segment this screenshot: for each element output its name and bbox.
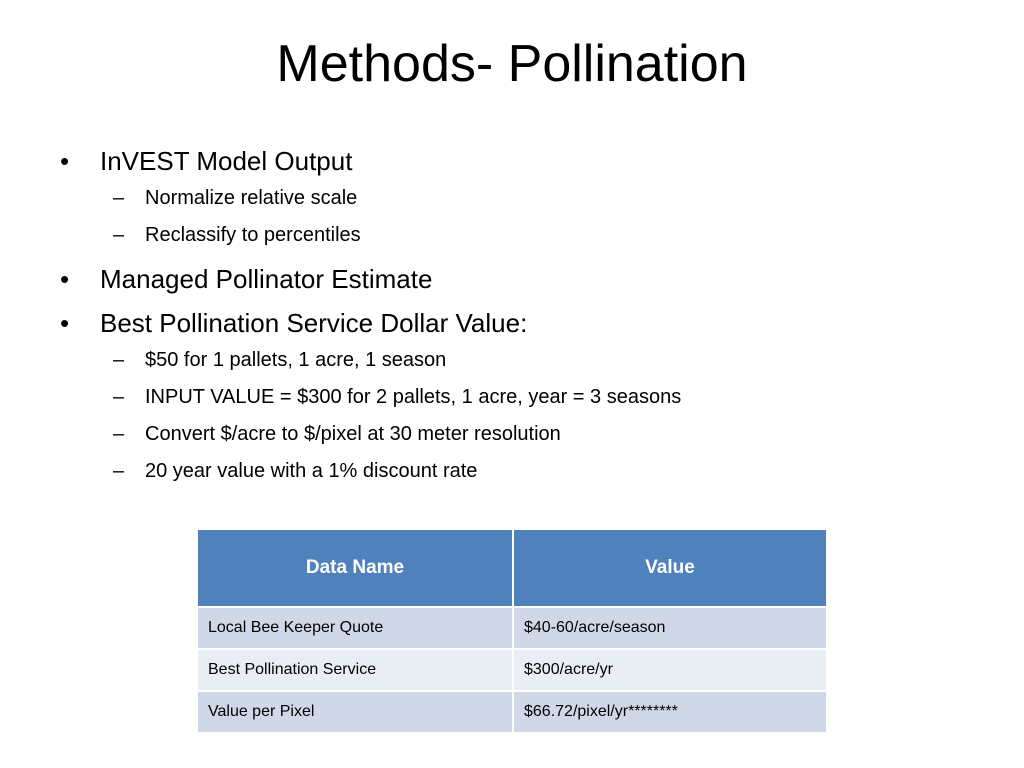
table-cell: $300/acre/yr bbox=[513, 649, 827, 691]
slide-title: Methods- Pollination bbox=[276, 35, 748, 93]
sub-bullet-marker: – bbox=[113, 460, 125, 482]
bullet-marker: • bbox=[60, 146, 70, 176]
table-row bbox=[197, 691, 827, 733]
bullet-item bbox=[60, 142, 960, 254]
sub-bullet-item bbox=[100, 180, 960, 217]
bullet-text: Managed Pollinator Estimate bbox=[100, 264, 433, 294]
sub-bullet-list bbox=[100, 342, 960, 490]
table-row bbox=[197, 607, 827, 649]
table-cell: Value per Pixel bbox=[197, 691, 513, 733]
column-header-value: Value bbox=[513, 529, 827, 607]
table-cell: $40-60/acre/season bbox=[513, 607, 827, 649]
table-cell: $66.72/pixel/yr******** bbox=[513, 691, 827, 733]
data-table bbox=[196, 528, 828, 734]
sub-bullet-text: $50 for 1 pallets, 1 acre, 1 season bbox=[145, 349, 447, 371]
table-header-row bbox=[197, 529, 827, 607]
column-header-data-name: Data Name bbox=[197, 529, 513, 607]
sub-bullet-list bbox=[100, 180, 960, 254]
bullet-marker: • bbox=[60, 308, 70, 338]
sub-bullet-marker: – bbox=[113, 187, 125, 209]
bullet-item bbox=[60, 260, 960, 298]
sub-bullet-marker: – bbox=[113, 386, 125, 408]
sub-bullet-marker: – bbox=[113, 423, 125, 445]
bullet-marker: • bbox=[60, 264, 70, 294]
bullet-text: Best Pollination Service Dollar Value: bbox=[100, 308, 528, 338]
sub-bullet-text: Reclassify to percentiles bbox=[145, 224, 361, 246]
sub-bullet-item bbox=[100, 342, 960, 379]
sub-bullet-text: 20 year value with a 1% discount rate bbox=[145, 460, 478, 482]
table-row bbox=[197, 649, 827, 691]
sub-bullet-text: Convert $/acre to $/pixel at 30 meter resolution bbox=[145, 423, 561, 445]
bullet-list bbox=[60, 142, 960, 490]
bullet-text: InVEST Model Output bbox=[100, 146, 353, 176]
sub-bullet-text: INPUT VALUE = $300 for 2 pallets, 1 acre, year = 3 seasons bbox=[145, 386, 682, 408]
table-cell: Local Bee Keeper Quote bbox=[197, 607, 513, 649]
sub-bullet-marker: – bbox=[113, 224, 125, 246]
sub-bullet-item bbox=[100, 217, 960, 254]
sub-bullet-item bbox=[100, 379, 960, 416]
bullet-item bbox=[60, 304, 960, 490]
sub-bullet-text: Normalize relative scale bbox=[145, 187, 358, 209]
table-cell: Best Pollination Service bbox=[197, 649, 513, 691]
sub-bullet-item bbox=[100, 453, 960, 490]
sub-bullet-marker: – bbox=[113, 349, 125, 371]
sub-bullet-item bbox=[100, 416, 960, 453]
